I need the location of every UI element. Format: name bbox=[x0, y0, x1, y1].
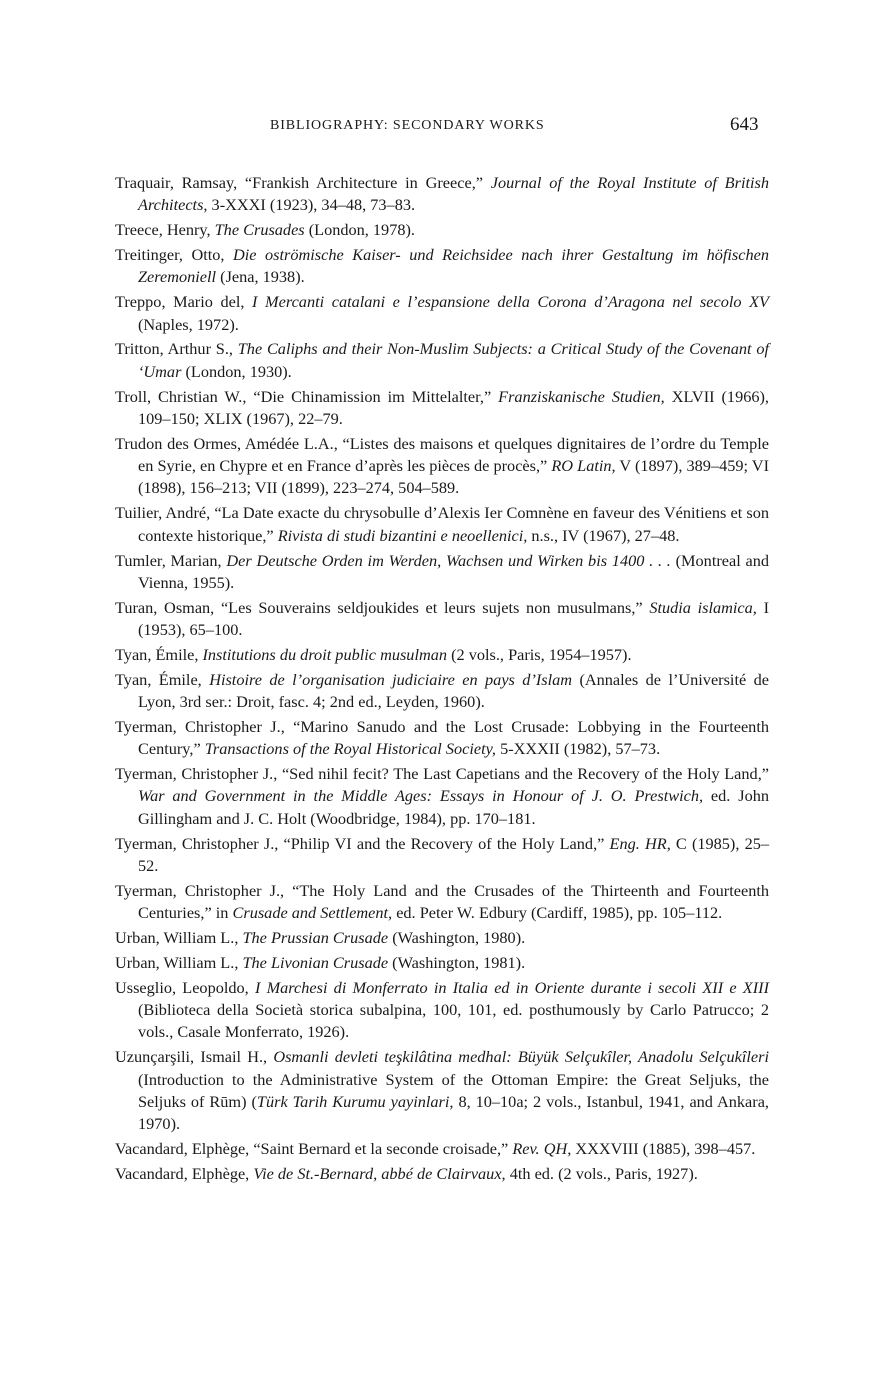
entry-title-italic: Eng. HR, bbox=[609, 833, 671, 853]
entry-text: Urban, William L., bbox=[115, 928, 243, 947]
bibliography-entry bbox=[115, 219, 769, 241]
entry-text: (Naples, 1972). bbox=[138, 314, 239, 334]
entry-title-italic: Histoire de l’organisation judiciaire en pays d’Islam bbox=[209, 669, 573, 689]
entry-text: Turan, Osman, “Les Souverains seldjoukides et leurs sujets non musulmans,” bbox=[115, 597, 650, 617]
entry-text: (Jena, 1938). bbox=[216, 267, 305, 287]
bibliography-entry bbox=[115, 952, 769, 974]
bibliography-entry bbox=[115, 644, 769, 666]
entry-text: Tyan, Émile, bbox=[115, 669, 210, 689]
bibliography-entry bbox=[115, 550, 769, 595]
entry-text: 8, 10–10a; 2 vols., Istanbul, 1941, and Ankara, 1970). bbox=[138, 1091, 769, 1134]
entry-text: Tyerman, Christopher J., “Marino Sanudo and the Lost Crusade: Lobbying in the Fourteenth Century,” bbox=[115, 716, 769, 759]
bibliography-entry bbox=[115, 927, 769, 949]
entry-title-italic: War and Government in the Middle Ages: Essays in Honour of J. O. Prestwich, bbox=[138, 786, 704, 806]
entry-title-italic: I Mercanti catalani e l’espansione della Corona d’Aragona nel secolo XV bbox=[252, 292, 769, 312]
entry-title-italic: Studia islamica, bbox=[649, 597, 757, 617]
entry-text: Tritton, Arthur S., bbox=[115, 339, 238, 359]
entry-title-italic: The Crusades bbox=[214, 220, 305, 240]
entry-title-italic: Franziskanische Studien, bbox=[498, 386, 665, 406]
page-number: 643 bbox=[730, 114, 759, 135]
bibliography-list bbox=[115, 172, 769, 1188]
entry-text: (London, 1978). bbox=[304, 220, 415, 240]
entry-text: Vacandard, Elphège, bbox=[115, 1163, 254, 1183]
entry-title-italic: The Livonian Crusade bbox=[242, 952, 389, 972]
entry-text: XXXVIII (1885), 398–457. bbox=[571, 1139, 756, 1159]
bibliography-entry bbox=[115, 502, 769, 547]
bibliography-entry bbox=[115, 880, 769, 925]
entry-title-italic: Türk Tarih Kurumu yayinlari, bbox=[256, 1091, 454, 1111]
entry-text: Treppo, Mario del, bbox=[115, 292, 253, 312]
entry-title-italic: Journal of the Royal Institute of British Architects, bbox=[138, 173, 770, 215]
bibliography-entry bbox=[115, 244, 769, 289]
entry-title-italic: Die oströmische Kaiser- und Reichsidee nach ihrer Gestaltung im höfischen Zeremoniell bbox=[138, 245, 769, 287]
entry-text: XLVII (1966), 109–150; XLIX (1967), 22–79. bbox=[138, 386, 769, 428]
bibliography-entry bbox=[115, 386, 769, 431]
entry-text: Usseglio, Leopoldo, bbox=[115, 977, 255, 997]
bibliography-entry bbox=[115, 172, 769, 217]
entry-title-italic: Rivista di studi bizantini e neoellenici, bbox=[277, 525, 528, 545]
entry-text: Tyerman, Christopher J., “The Holy Land and the Crusades of the Thirteenth and Fourteenth Centuries,” in bbox=[115, 880, 769, 923]
entry-text: (Montreal and Vienna, 1955). bbox=[138, 550, 770, 592]
entry-text: 4th ed. (2 vols., Paris, 1927). bbox=[505, 1163, 698, 1183]
bibliography-entry bbox=[115, 338, 769, 383]
entry-text: (Annales de l’Université de Lyon, 3rd ser.: Droit, fasc. 4; 2nd ed., Leyden, 1960). bbox=[138, 669, 769, 712]
entry-title-italic: Vie de St.-Bernard, abbé de Clairvaux, bbox=[253, 1163, 506, 1183]
entry-title-italic: Der Deutsche Orden im Werden, Wachsen und Wirken bis 1400 . . . bbox=[226, 550, 671, 570]
entry-text: Tuilier, André, “La Date exacte du chrysobulle d’Alexis Ier Comnène en faveur des Vénitiens et son contexte historique,” bbox=[115, 503, 769, 545]
bibliography-entry bbox=[115, 1046, 769, 1135]
bibliography-entry bbox=[115, 1138, 769, 1160]
bibliography-entry bbox=[115, 291, 769, 336]
bibliography-entry bbox=[115, 716, 769, 761]
entry-text: V (1897), 389–459; VI (1898), 156–213; VII (1899), 223–274, 504–589. bbox=[138, 456, 769, 498]
entry-text: Tyerman, Christopher J., “Sed nihil fecit? The Last Capetians and the Recovery of the Holy Land,” bbox=[115, 764, 769, 784]
entry-title-italic: The Caliphs and their Non-Muslim Subjects: a Critical Study of the Covenant of ‘Umar bbox=[138, 339, 769, 381]
bibliography-entry bbox=[115, 833, 769, 878]
entry-text: Vacandard, Elphège, “Saint Bernard et la seconde croisade,” bbox=[115, 1139, 513, 1159]
entry-text: (Washington, 1980). bbox=[388, 928, 526, 947]
entry-text: Tyan, Émile, bbox=[115, 644, 203, 664]
entry-text: Troll, Christian W., “Die Chinamission im Mittelalter,” bbox=[115, 386, 499, 406]
entry-text: Treece, Henry, bbox=[115, 220, 215, 240]
entry-text: ed. Peter W. Edbury (Cardiff, 1985), pp. 105–112. bbox=[392, 903, 723, 923]
entry-text: Traquair, Ramsay, “Frankish Architecture in Greece,” bbox=[115, 173, 491, 192]
entry-text: ed. John Gillingham and J. C. Holt (Woodbridge, 1984), pp. 170–181. bbox=[138, 786, 769, 828]
entry-title-italic: Transactions of the Royal Historical Society, bbox=[204, 739, 496, 759]
entry-title-italic: Rev. QH, bbox=[512, 1139, 572, 1159]
entry-title-italic: Crusade and Settlement, bbox=[232, 903, 393, 923]
bibliography-entry bbox=[115, 669, 769, 714]
bibliography-entry bbox=[115, 433, 769, 500]
entry-text: I (1953), 65–100. bbox=[138, 597, 769, 640]
entry-text: (London, 1930). bbox=[181, 361, 292, 381]
bibliography-entry bbox=[115, 1163, 769, 1185]
entry-text: Tumler, Marian, bbox=[115, 550, 227, 570]
entry-text: (Biblioteca della Società storica subalpina, 100, 101, ed. posthumously by Carlo Patrucco; 2 vols., Casale Monferrato, 1926). bbox=[138, 1000, 769, 1042]
entry-title-italic: RO Latin, bbox=[551, 456, 616, 476]
bibliography-entry bbox=[115, 597, 769, 642]
entry-text: Trudon des Ormes, Amédée L.A., “Listes des maisons et quelques dignitaires de l’ordre du Temple en Syrie, en Chypre et en France d’après les pièces de procès,” bbox=[115, 433, 769, 476]
entry-text: n.s., IV (1967), 27–48. bbox=[527, 525, 680, 545]
entry-text: Tyerman, Christopher J., “Philip VI and the Recovery of the Holy Land,” bbox=[115, 833, 610, 853]
entry-title-italic: Institutions du droit public musulman bbox=[202, 644, 448, 664]
entry-text: C (1985), 25–52. bbox=[138, 833, 770, 875]
entry-text: 5-XXXII (1982), 57–73. bbox=[496, 739, 661, 759]
entry-text: (Washington, 1981). bbox=[388, 952, 526, 972]
entry-text: (2 vols., Paris, 1954–1957). bbox=[447, 644, 632, 664]
entry-text: Uzunçarşili, Ismail H., bbox=[115, 1047, 274, 1067]
entry-title-italic: Osmanli devleti teşkilâtina medhal: Büyük Selçukîler, Anadolu Selçukîleri bbox=[273, 1047, 769, 1067]
bibliography-entry bbox=[115, 763, 769, 830]
entry-text: 3-XXXI (1923), 34–48, 73–83. bbox=[207, 195, 416, 215]
running-head-title: BIBLIOGRAPHY: SECONDARY WORKS bbox=[270, 118, 545, 133]
entry-title-italic: The Prussian Crusade bbox=[242, 928, 389, 947]
bibliography-entry bbox=[115, 977, 769, 1044]
entry-text: Treitinger, Otto, bbox=[115, 245, 233, 265]
entry-text: (Introduction to the Administrative System of the Ottoman Empire: the Great Seljuks, the Seljuks of Rūm) ( bbox=[138, 1069, 769, 1111]
entry-text: Urban, William L., bbox=[115, 952, 243, 972]
entry-title-italic: I Marchesi di Monferrato in Italia ed in Oriente durante i secoli XII e XIII bbox=[254, 977, 769, 997]
